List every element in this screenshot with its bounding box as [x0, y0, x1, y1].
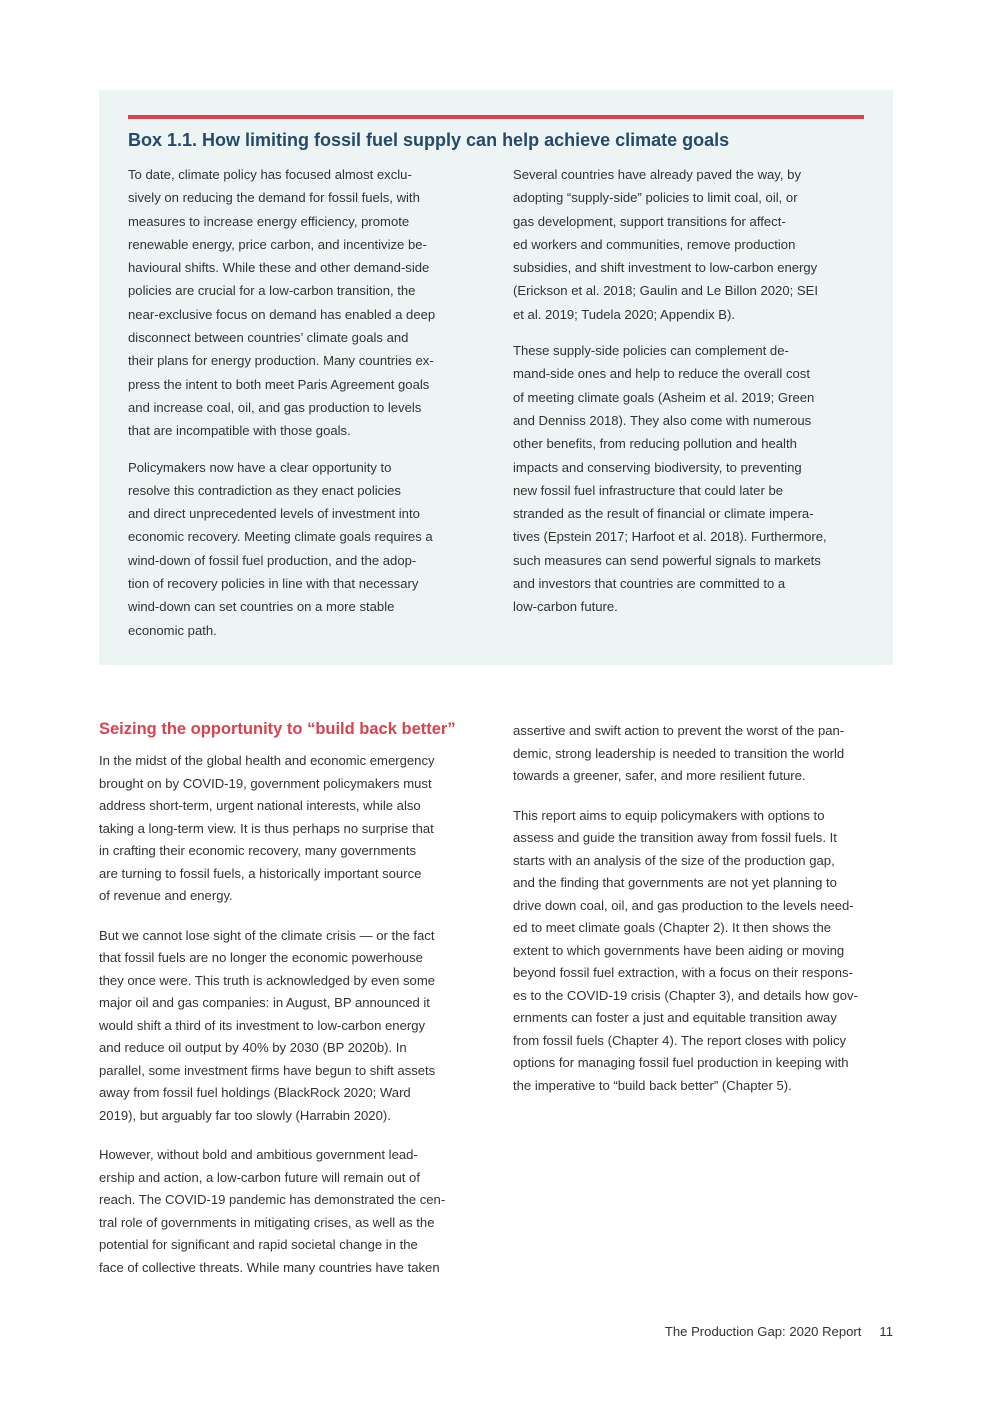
text-line: their plans for energy production. Many countries ex-: [128, 353, 434, 369]
text-line: other benefits, from reducing pollution and health: [513, 436, 797, 452]
text-line: would shift a third of its investment to low-carbon energy: [99, 1017, 426, 1033]
text-line: stranded as the result of financial or climate impera-: [513, 506, 814, 522]
text-line: tion of recovery policies in line with that necessary: [128, 576, 419, 592]
text-line: tral role of governments in mitigating crises, as well as the: [99, 1214, 435, 1230]
text-line: and direct unprecedented levels of investment into: [128, 506, 420, 522]
text-line: 2019), but arguably far too slowly (Harrabin 2020).: [99, 1107, 391, 1123]
text-line: Several countries have already paved the way, by: [513, 167, 801, 182]
text-line: brought on by COVID-19, government policymakers must: [99, 775, 432, 791]
text-line: starts with an analysis of the size of the production gap,: [513, 852, 835, 868]
text-line: wind-down can set countries on a more stable: [128, 599, 395, 615]
text-line: measures to increase energy efficiency, promote: [128, 213, 410, 229]
text-line: away from fossil fuel holdings (BlackRock 2020; Ward: [99, 1085, 411, 1100]
text-line: that fossil fuels are no longer the economic powerhouse: [99, 950, 423, 965]
text-line: tives (Epstein 2017; Harfoot et al. 2018). Furthermore,: [513, 529, 827, 545]
text-line: and increase coal, oil, and gas production to levels: [128, 399, 422, 415]
text-line: In the midst of the global health and economic emergency: [99, 753, 435, 768]
text-line: potential for significant and rapid societal change in the: [99, 1237, 418, 1252]
text-line: and investors that countries are committed to a: [513, 576, 786, 592]
page-number: 11: [879, 1324, 893, 1339]
text-line: But we cannot lose sight of the climate crisis — or the fact: [99, 927, 435, 943]
text-line: To date, climate policy has focused almost exclu-: [128, 167, 412, 182]
text-line: mand-side ones and help to reduce the overall cost: [513, 366, 810, 382]
text-line: they once were. This truth is acknowledged by even some: [99, 972, 436, 988]
box-1-1: [99, 90, 893, 665]
paragraph: [513, 805, 893, 1098]
text-line: and the finding that governments are not yet planning to: [513, 875, 837, 890]
text-line: such measures can send powerful signals to markets: [513, 552, 821, 568]
text-line: subsidies, and shift investment to low-carbon energy: [513, 260, 818, 276]
text-line: beyond fossil fuel extraction, with a focus on their respons-: [513, 965, 853, 980]
box-left-column: [128, 163, 480, 655]
text-line: resolve this contradiction as they enact policies: [128, 482, 401, 498]
paragraph: [99, 750, 479, 908]
text-line: in crafting their economic recovery, many governments: [99, 843, 417, 858]
text-line: and reduce oil output by 40% by 2030 (BP 2020b). In: [99, 1040, 407, 1055]
text-line: renewable energy, price carbon, and incentivize be-: [128, 236, 427, 252]
text-line: ernments can foster a just and equitable transition away: [513, 1010, 837, 1025]
text-line: (Erickson et al. 2018; Gaulin and Le Billon 2020; SEI: [513, 283, 818, 299]
text-line: near-exclusive focus on demand has enabled a deep: [128, 306, 436, 322]
text-line: and Denniss 2018). They also come with numerous: [513, 412, 812, 428]
text-line: from fossil fuels (Chapter 4). The report closes with policy: [513, 1032, 847, 1048]
text-line: press the intent to both meet Paris Agreement goals: [128, 376, 430, 392]
section-title: Seizing the opportunity to “build back better”: [99, 720, 456, 738]
text-line: ership and action, a low-carbon future will remain out of: [99, 1169, 420, 1185]
paragraph: [128, 456, 480, 642]
text-line: economic recovery. Meeting climate goals requires a: [128, 529, 433, 545]
box-right-column: [513, 163, 865, 632]
text-line: es to the COVID-19 crisis (Chapter 3), and details how gov-: [513, 987, 858, 1003]
text-line: sively on reducing the demand for fossil fuels, with: [128, 190, 420, 206]
text-line: policies are crucial for a low-carbon transition, the: [128, 283, 416, 299]
paragraph: [513, 339, 865, 619]
text-line: extent to which governments have been aiding or moving: [513, 942, 845, 958]
text-line: economic path.: [128, 622, 217, 638]
box-title: Box 1.1. How limiting fossil fuel supply can help achieve climate goals: [128, 130, 730, 150]
text-line: major oil and gas companies: in August, BP announced it: [99, 995, 430, 1010]
text-line: gas development, support transitions for affect-: [513, 213, 786, 229]
main-left-column: [99, 750, 479, 1296]
paragraph: [99, 925, 479, 1128]
paragraph: [513, 720, 893, 788]
main-right-column: [513, 720, 893, 1114]
text-line: assertive and swift action to prevent the worst of the pan-: [513, 723, 845, 738]
paragraph: [513, 163, 865, 326]
paragraph: [99, 1144, 479, 1279]
text-line: new fossil fuel infrastructure that could later be: [513, 482, 784, 498]
text-line: towards a greener, safer, and more resilient future.: [513, 768, 806, 783]
text-line: the imperative to “build back better” (Chapter 5).: [513, 1077, 792, 1093]
footer-report-title: The Production Gap: 2020 Report: [664, 1324, 862, 1339]
text-line: Policymakers now have a clear opportunity to: [128, 459, 392, 475]
text-line: demic, strong leadership is needed to transition the world: [513, 745, 845, 761]
text-line: disconnect between countries’ climate goals and: [128, 330, 409, 346]
page-footer: [665, 1324, 893, 1339]
text-line: of meeting climate goals (Asheim et al. 2019; Green: [513, 389, 815, 405]
text-line: options for managing fossil fuel production in keeping with: [513, 1055, 849, 1070]
box-top-rule: [128, 115, 864, 119]
text-line: face of collective threats. While many countries have taken: [99, 1259, 440, 1275]
text-line: low-carbon future.: [513, 599, 618, 615]
text-line: that are incompatible with those goals.: [128, 423, 351, 439]
text-line: havioural shifts. While these and other demand-side: [128, 260, 430, 276]
text-line: drive down coal, oil, and gas production to the levels need-: [513, 897, 854, 913]
paragraph: [128, 163, 480, 443]
text-line: adopting “supply-side” policies to limit coal, oil, or: [513, 190, 798, 206]
text-line: assess and guide the transition away from fossil fuels. It: [513, 830, 837, 845]
text-line: wind-down of fossil fuel production, and the adop-: [128, 552, 417, 568]
text-line: address short-term, urgent national interests, while also: [99, 798, 421, 813]
text-line: are turning to fossil fuels, a historically important source: [99, 865, 422, 881]
text-line: of revenue and energy.: [99, 888, 233, 903]
text-line: reach. The COVID-19 pandemic has demonstrated the cen-: [99, 1192, 446, 1207]
text-line: impacts and conserving biodiversity, to preventing: [513, 459, 802, 475]
text-line: taking a long-term view. It is thus perhaps no surprise that: [99, 820, 434, 836]
text-line: These supply-side policies can complement de-: [513, 343, 789, 359]
text-line: This report aims to equip policymakers with options to: [513, 807, 825, 823]
text-line: parallel, some investment firms have begun to shift assets: [99, 1062, 436, 1078]
text-line: However, without bold and ambitious government lead-: [99, 1147, 418, 1162]
text-line: ed workers and communities, remove production: [513, 236, 796, 252]
text-line: ed to meet climate goals (Chapter 2). It then shows the: [513, 920, 832, 935]
text-line: et al. 2019; Tudela 2020; Appendix B).: [513, 306, 736, 322]
